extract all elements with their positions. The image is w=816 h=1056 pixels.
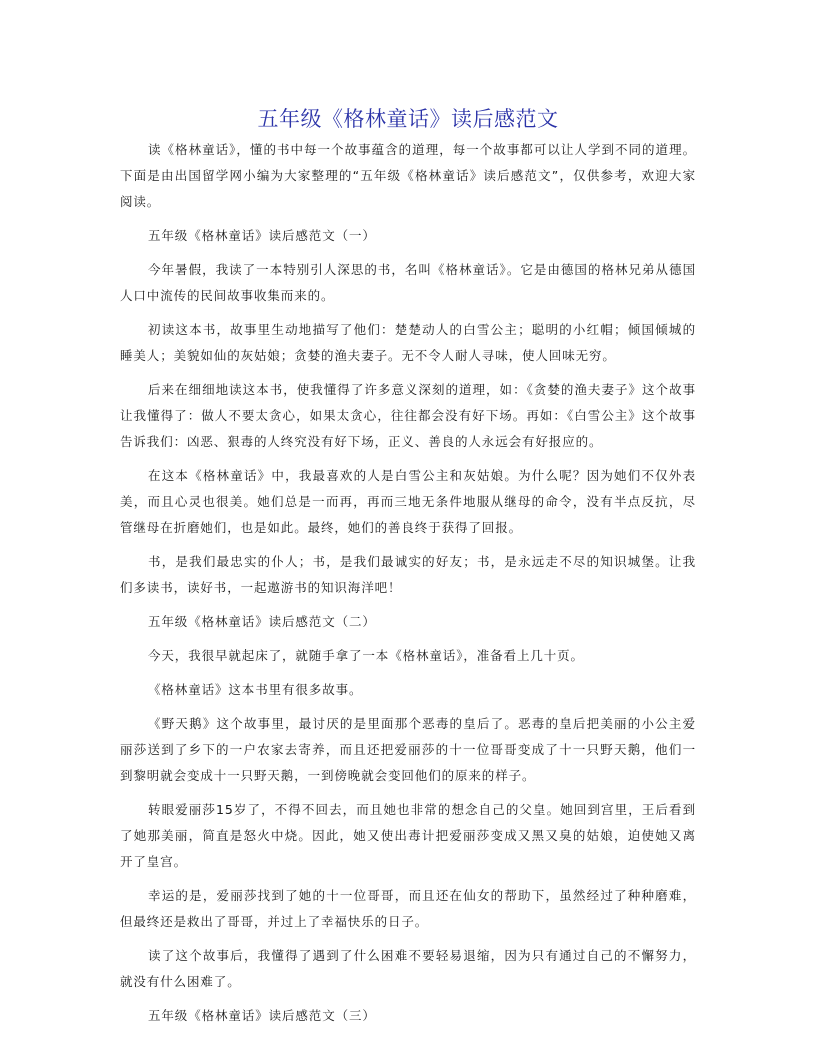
paragraph: 幸运的是，爱丽莎找到了她的十一位哥哥，而且还在仙女的帮助下，虽然经过了种种磨难，但最终还是救出了哥哥，并过上了幸福快乐的日子。 [120,888,696,929]
document-title: 五年级《格林童话》读后感范文 [257,107,559,131]
paragraph: 今年暑假，我读了一本特别引人深思的书，名叫《格林童话》。它是由德国的格林兄弟从德国人口中流传的民间故事收集而来的。 [120,262,696,303]
document-body [120,137,696,1029]
intro-paragraph: 读《格林童话》，懂的书中每一个故事蕴含的道理，每一个故事都可以让人学到不同的道理。下面是由出国留学网小编为大家整理的“五年级《格林童话》读后感范文”，仅供参考，欢迎大家阅读。 [120,142,696,209]
paragraph: 今天，我很早就起床了，就随手拿了一本《格林童话》，准备看上几十页。 [148,648,584,663]
paragraph: 读了这个故事后，我懂得了遇到了什么困难不要轻易退缩，因为只有通过自己的不懈努力，就没有什么困难了。 [120,948,696,989]
section-heading-1: 五年级《格林童话》读后感范文（一） [148,228,376,243]
paragraph: 转眼爱丽莎15岁了，不得不回去，而且她也非常的想念自己的父皇。她回到宫里，王后看到了她那美丽，简直是怒火中烧。因此，她又使出毒计把爱丽莎变成又黑又臭的姑娘，迫使她又离开了皇宫。 [120,802,696,869]
paragraph: 《野天鹅》这个故事里，最讨厌的是里面那个恶毒的皇后了。恶毒的皇后把美丽的小公主爱丽莎送到了乡下的一户农家去寄养，而且还把爱丽莎的十一位哥哥变成了十一只野天鹅，他们一到黎明就会变成十一只野天鹅，一到傍晚就会变回他们的原来的样子。 [120,716,696,783]
paragraph: 后来在细细地读这本书，使我懂得了许多意义深刻的道理，如：《贪婪的渔夫妻子》这个故事让我懂得了：做人不要太贪心，如果太贪心，往往都会没有好下场。再如：《白雪公主》这个故事告诉我们：凶恶、狠毒的人终究没有好下场，正义、善良的人永远会有好报应的。 [120,382,696,449]
paragraph: 《格林童话》这本书里有很多故事。 [148,682,363,697]
paragraph: 书，是我们最忠实的仆人；书，是我们最诚实的好友；书，是永远走不尽的知识城堡。让我们多读书，读好书，一起遨游书的知识海洋吧！ [120,554,696,595]
paragraph: 初读这本书，故事里生动地描写了他们：楚楚动人的白雪公主；聪明的小红帽；倾国倾城的睡美人；美貌如仙的灰姑娘；贪婪的渔夫妻子。无不令人耐人寻味，使人回味无穷。 [120,322,696,363]
section-heading-2: 五年级《格林童话》读后感范文（二） [148,614,376,629]
paragraph: 在这本《格林童话》中，我最喜欢的人是白雪公主和灰姑娘。为什么呢？因为她们不仅外表美，而且心灵也很美。她们总是一而再，再而三地无条件地服从继母的命令，没有半点反抗，尽管继母在折磨她们，也是如此。最终，她们的善良终于获得了回报。 [120,468,696,535]
section-heading-3: 五年级《格林童话》读后感范文（三） [148,1008,376,1023]
